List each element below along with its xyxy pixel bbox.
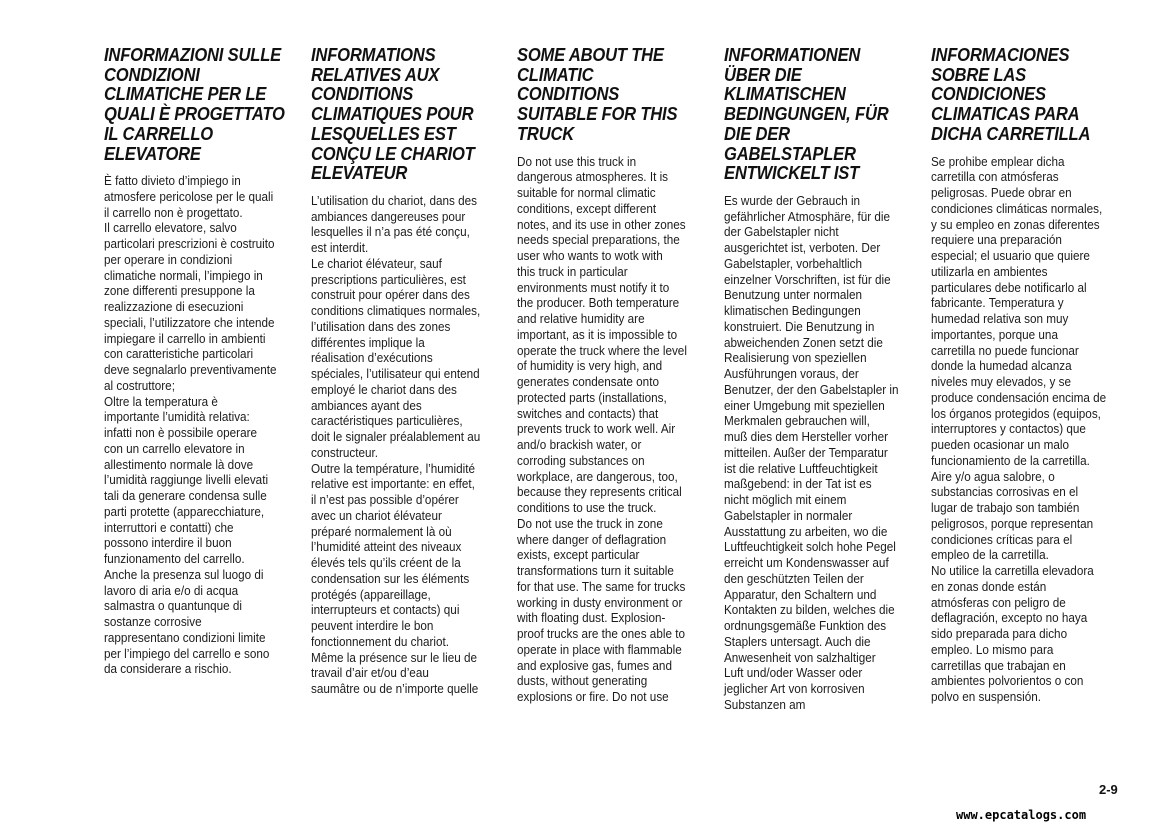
body-italian: È fatto divieto d’impiego in atmosfere pericolose per le quali il carrello non è progettato. Il carrello elevatore, salvo particolari prescrizioni è costruito per operare in condizioni climatiche normali, l’impiego in zone differenti presuppone la realizzazione di esecuzioni speciali, l’utilizzatore che intende impiegare il carrello in ambienti con caratteristiche particolari deve segnalarlo preventivamente al costruttore; Oltre la temperatura è importante l’umidità relativa: infatti non è possibile operare con un carrello elevatore in allestimento normale là dove l’umidità raggiunge livelli elevati tali da generare condensa sulle parti protette (apparecchiature, interruttori e contatti) che possono interdire il buon funzionamento del carrello. Anche la presenza sul luogo di lavoro di aria e/o di acqua salmastra o quantunque di sostanze corrosive rappresentano condizioni limite per l’impiego del carrello e sono da considerare a rischio. <box>104 174 277 677</box>
heading-spanish: INFORMACIONES SOBRE LAS CONDICIONES CLIMATICAS PARA DICHA CARRETILLA <box>931 45 1091 144</box>
column-french <box>311 46 511 698</box>
body-french: L’utilisation du chariot, dans des ambiances dangereuses pour lesquelles il n’a pas été conçu, est interdit. Le chariot élévateur, sauf prescriptions particulières, est construit pour opérer dans des conditions climatiques normales, l’utilisation dans des zones différentes implique la réalisation d’exécutions spéciales, l’utilisateur qui entend employé le chariot dans des ambiances ayant des caractéristiques particulières, doit le signaler préalablement au constructeur. Outre la température, l’humidité relative est importante: en effet, il n’est pas possible d’opérer avec un chariot élévateur préparé normalement là où l’humidité atteint des niveaux élevés tels qu’ils créent de la condensation sur les éléments protégés (appareillage, interrupteurs et contacts) qui peuvent interdire le bon fonctionnement du chariot. Même la présence sur le lieu de travail d’air et/ou d’eau saumâtre ou de n’importe quelle <box>311 193 481 697</box>
heading-german: INFORMATIONEN ÜBER DIE KLIMATISCHEN BEDINGUNGEN, FÜR DIE DER GABELSTAPLER ENTWICKELT IST <box>724 45 889 184</box>
heading-french: INFORMATIONS RELATIVES AUX CONDITIONS CLIMATIQUES POUR LESQUELLES EST CONÇU LE CHARIOT ELEVATEUR <box>311 45 475 184</box>
column-german <box>724 46 924 714</box>
column-english <box>517 46 717 706</box>
column-spanish <box>931 46 1131 706</box>
page-number: 2-9 <box>1099 782 1118 797</box>
body-spanish: Se prohibe emplear dicha carretilla con atmósferas peligrosas. Puede obrar en condiciones climáticas normales, y su empleo en zonas diferentes requiere una preparación especial; el usuario que quiere utilizarla en ambientes particulares debe notificarlo al fabricante. Temperatura y humedad relativa son muy importantes, porque una carretilla no puede funcionar donde la humedad alcanza niveles muy elevados, y se produce condensación encima de los órganos protegidos (equipos, interruptores y contactos) que pueden ocasionar un malo funcionamiento de la carretilla. Aire y/o agua salobre, o substancias corrosivas en el lugar de trabajo son también peligrosos, porque representan condiciones críticas para el empleo de la carretilla. No utilice la carretilla elevadora en zonas donde están atmósferas con peligro de deflagración, excepto no haya sido preparada para dicho empleo. Lo mismo para carretillas que trabajan en ambientes polvorientos o con polvo en suspensión. <box>931 154 1107 705</box>
body-german: Es wurde der Gebrauch in gefährlicher Atmosphäre, für die der Gabelstapler nicht ausgerichtet ist, verboten. Der Gabelstapler, vorbehaltlich einzelner Vorschriften, ist für die Benutzung unter normalen klimatischen Bedingungen konstruiert. Die Benutzung in abweichenden Zonen setzt die Realisierung von speziellen Ausführungen voraus, der Benutzer, der den Gabelstapler in einer Umgebung mit speziellen Merkmalen gebrauchen will, muß dies dem Hersteller vorher mitteilen. Außer der Temparatur ist die relative Luftfeuchtigkeit maßgebend: in der Tat ist es nicht möglich mit einem Gabelstapler in normaler Ausstattung zu arbeiten, wo die Luftfeuchtigkeit solch hohe Pegel erreicht um Kondenswasser auf den geschützten Teilen der Apparatur, den Schaltern und Kontakten zu bilden, welches die ordnungsgemäße Funktion des Staplers untersagt. Auch die Anwesenheit von salzhaltiger Luft und/oder Wasser oder jeglicher Art von korrosiven Substanzen am <box>724 193 899 712</box>
column-italian <box>104 46 304 678</box>
watermark-url: www.epcatalogs.com <box>956 808 1087 822</box>
body-english: Do not use this truck in dangerous atmospheres. It is suitable for normal climatic conditions, except different notes, and its use in other zones needs special preparations, the user who wants to wotk with this truck in particular environments must notify it to the producer. Both temperature and relative humidity are important, as it is impossible to operate the truck where the level of humidity is very high, and generates condensate onto protected parts (installations, switches and contacts) that prevents truck to work well. Air and/o brackish water, or corroding substances on workplace, are dangerous, too, because they represents critical conditions to use the truck. Do not use the truck in zone where danger of deflagration exists, except particular transformations turn it suitable for that use. The same for trucks working in dusty environment or with floating dust. Explosion- proof trucks are the ones able to operate in place with flammable and explosive gas, fumes and dusts, without generating explosions or fire. Do not use <box>517 154 687 705</box>
heading-english: SOME ABOUT THE CLIMATIC CONDITIONS SUITABLE FOR THIS TRUCK <box>517 45 678 144</box>
heading-italian: INFORMAZIONI SULLE CONDIZIONI CLIMATICHE PER LE QUALI È PROGETTATO IL CARRELLO ELEVATORE <box>104 45 285 164</box>
